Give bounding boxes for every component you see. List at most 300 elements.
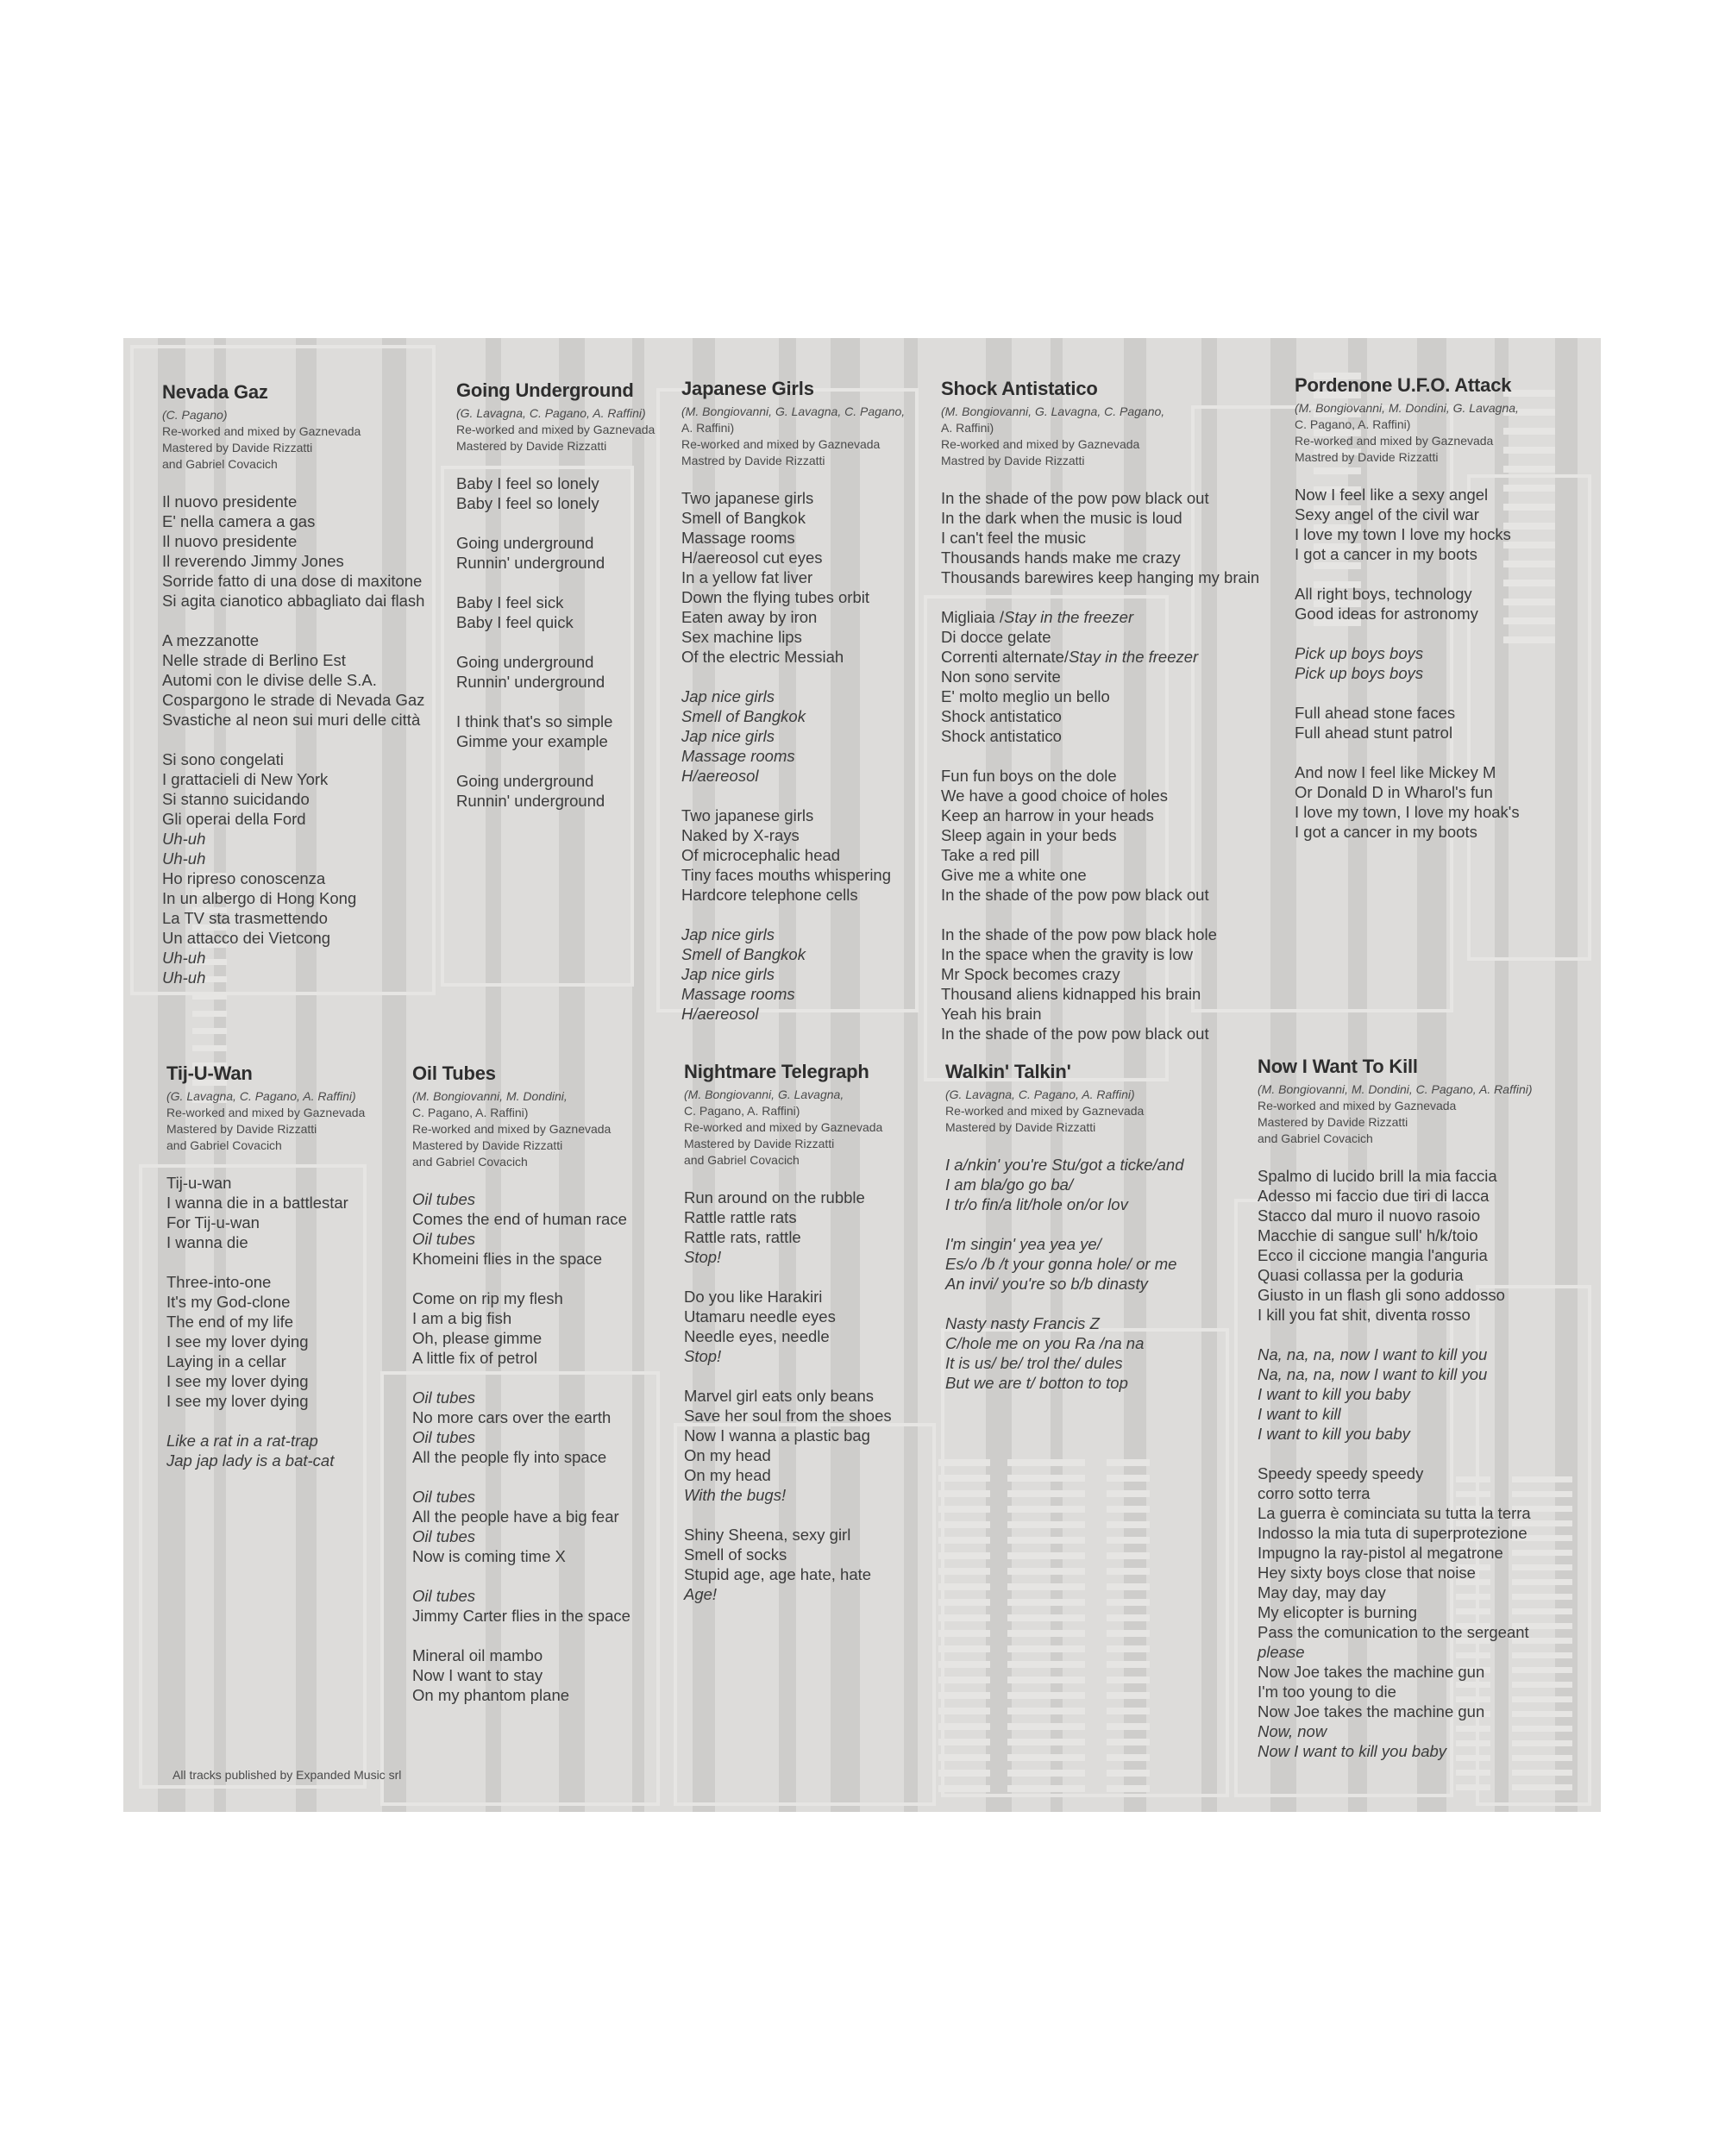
lyric-line: Utamaru needle eyes xyxy=(684,1307,836,1326)
pattern-rung xyxy=(1007,1754,1085,1761)
song-title: Going Underground xyxy=(456,379,634,401)
production-credit: Mastered by Davide Rizzatti xyxy=(684,1137,835,1150)
pattern-rung xyxy=(1512,1784,1572,1790)
lyric-line: La TV sta trasmettendo xyxy=(162,909,328,927)
pattern-rung xyxy=(938,1583,990,1590)
stanza xyxy=(166,1173,365,1252)
lyric-line: Gimme your example xyxy=(456,732,608,750)
production-credit: and Gabriel Covacich xyxy=(1258,1131,1373,1145)
songwriter-credit: (M. Bongiovanni, M. Dondini, C. Pagano, A. Raffini) xyxy=(1258,1082,1533,1096)
stanza xyxy=(456,592,655,632)
songwriter-credit: (M. Bongiovanni, G. Lavagna, xyxy=(684,1087,844,1101)
lyric-line: I am a big fish xyxy=(412,1309,512,1327)
stanza xyxy=(1258,1463,1533,1761)
song-pordenone-ufo-attack xyxy=(1295,374,1520,862)
lyric-line: In the dark when the music is loud xyxy=(941,509,1182,527)
pattern-rung xyxy=(938,1770,990,1777)
pattern-rung xyxy=(938,1521,990,1528)
pattern-rung xyxy=(938,1475,990,1482)
lyric-line: please xyxy=(1258,1643,1305,1661)
lyric-line: Give me a white one xyxy=(941,866,1087,884)
stanza xyxy=(166,1431,365,1470)
songwriter-credit: (C. Pagano) xyxy=(162,408,228,422)
lyric-line: Stop! xyxy=(684,1248,722,1266)
pattern-rung xyxy=(1007,1475,1085,1482)
pattern-band xyxy=(1555,338,1578,1812)
lyric-line: E' nella camera a gas xyxy=(162,512,316,530)
stanza xyxy=(1258,1166,1533,1325)
lyric-line: I grattacieli di New York xyxy=(162,770,329,788)
stanza xyxy=(684,1287,892,1366)
stanza xyxy=(412,1487,630,1566)
lyric-line: Stupid age, age hate, hate xyxy=(684,1565,872,1583)
stanza xyxy=(941,488,1259,587)
pattern-rung xyxy=(938,1599,990,1606)
production-credit: Mastered by Davide Rizzatti xyxy=(1258,1115,1408,1129)
lyric-line: Full ahead stone faces xyxy=(1295,704,1456,722)
lyric-line: Baby I feel quick xyxy=(456,613,574,631)
song-going-underground xyxy=(456,379,655,830)
lyric-line: My elicopter is burning xyxy=(1258,1603,1418,1621)
song-title: Nightmare Telegraph xyxy=(684,1061,869,1082)
pattern-rung xyxy=(938,1739,990,1745)
song-tij-u-wan xyxy=(166,1062,365,1490)
lyric-line: We have a good choice of holes xyxy=(941,787,1168,805)
lyric-line: In the shade of the pow pow black out xyxy=(941,489,1209,507)
lyric-line: Uh-uh xyxy=(162,849,206,868)
stanza xyxy=(166,1272,365,1411)
pattern-rung xyxy=(1007,1645,1085,1652)
pattern-rung xyxy=(938,1677,990,1683)
lyric-line: Or Donald D in Wharol's fun xyxy=(1295,783,1493,801)
songwriter-credit: (M. Bongiovanni, G. Lavagna, C. Pagano, xyxy=(941,404,1165,418)
pattern-rung xyxy=(1007,1785,1085,1792)
lyric-line: Marvel girl eats only beans xyxy=(684,1387,875,1405)
lyric-line: Good ideas for astronomy xyxy=(1295,605,1478,623)
stanza xyxy=(412,1645,630,1705)
pattern-rung xyxy=(1107,1490,1150,1497)
lyric-line: I a/nkin' you're Stu/got a ticke/and xyxy=(945,1156,1184,1174)
production-credit: Re-worked and mixed by Gaznevada xyxy=(681,437,881,451)
lyric-line: I see my lover dying xyxy=(166,1392,309,1410)
lyric-line: Three-into-one xyxy=(166,1273,272,1291)
lyric-line: May day, may day xyxy=(1258,1583,1386,1601)
lyric-line: Thousand aliens kidnapped his brain xyxy=(941,985,1201,1003)
pattern-rung xyxy=(1007,1521,1085,1528)
lyric-line: Now I feel like a sexy angel xyxy=(1295,486,1489,504)
pattern-rung xyxy=(1007,1583,1085,1590)
lyric-line: I'm singin' yea yea ye/ xyxy=(945,1235,1101,1253)
lyric-line: With the bugs! xyxy=(684,1486,787,1504)
lyric-line: H/aereosol cut eyes xyxy=(681,548,823,567)
lyric-line: I'm too young to die xyxy=(1258,1683,1396,1701)
lyric-line: A little fix of petrol xyxy=(412,1349,537,1367)
lyric-line: I got a cancer in my boots xyxy=(1295,823,1477,841)
lyric-line: Nasty nasty Francis Z xyxy=(945,1314,1100,1332)
production-credit: A. Raffini) xyxy=(681,421,735,435)
lyric-line: In the shade of the pow pow black hole xyxy=(941,925,1217,943)
pattern-rung xyxy=(192,1028,227,1034)
pattern-rung xyxy=(1107,1537,1150,1544)
lyric-line: In a yellow fat liver xyxy=(681,568,813,586)
pattern-rung xyxy=(938,1568,990,1575)
song-title: Pordenone U.F.O. Attack xyxy=(1295,374,1512,396)
lyric-line: Il nuovo presidente xyxy=(162,492,298,511)
production-credit: Re-worked and mixed by Gaznevada xyxy=(456,423,656,436)
lyric-line: Jap jap lady is a bat-cat xyxy=(166,1451,335,1470)
lyric-line: An invi/ you're so b/b dinasty xyxy=(945,1275,1148,1293)
lyric-line: Smell of socks xyxy=(684,1545,787,1564)
production-credit: and Gabriel Covacich xyxy=(684,1153,800,1167)
lyric-line: Of microcephalic head xyxy=(681,846,841,864)
songwriter-credit: (M. Bongiovanni, M. Dondini, xyxy=(412,1089,568,1103)
lyric-line: Mineral oil mambo xyxy=(412,1646,543,1664)
pattern-rung xyxy=(1007,1630,1085,1637)
song-title: Walkin' Talkin' xyxy=(945,1061,1071,1082)
lyric-line: Baby I feel so lonely xyxy=(456,494,599,512)
pattern-rung xyxy=(1107,1677,1150,1683)
pattern-rung xyxy=(938,1490,990,1497)
pattern-rung xyxy=(938,1785,990,1792)
lyric-line: Oil tubes xyxy=(412,1230,476,1248)
lyric-line: Smell of Bangkok xyxy=(681,509,806,527)
lyric-line: La guerra è cominciata su tutta la terra xyxy=(1258,1504,1531,1522)
stanza xyxy=(941,607,1259,746)
lyric-line: Baby I feel so lonely xyxy=(456,474,599,492)
lyric-line: On my head xyxy=(684,1466,771,1484)
pattern-rung xyxy=(938,1645,990,1652)
lyric-line: Stacco dal muro il nuovo rasoio xyxy=(1258,1206,1481,1225)
lyric-line: Do you like Harakiri xyxy=(684,1288,823,1306)
pattern-rung xyxy=(192,1011,227,1017)
stanza xyxy=(1295,485,1520,564)
pattern-rung xyxy=(938,1506,990,1513)
pattern-rung xyxy=(1007,1568,1085,1575)
lyric-line: Thousands barewires keep hanging my brain xyxy=(941,568,1260,586)
production-credit: C. Pagano, A. Raffini) xyxy=(684,1104,800,1118)
pattern-rung xyxy=(1107,1599,1150,1606)
lyric-line: Jimmy Carter flies in the space xyxy=(412,1607,630,1625)
song-shock-antistatico xyxy=(941,378,1259,1063)
lyric-line: Keep an harrow in your heads xyxy=(941,806,1154,824)
pattern-rung xyxy=(1107,1692,1150,1699)
lyric-line: Ho ripreso conoscenza xyxy=(162,869,326,887)
stanza xyxy=(456,771,655,811)
lyric-line: Rattle rattle rats xyxy=(684,1208,797,1226)
pattern-rung xyxy=(938,1459,990,1466)
stanza xyxy=(1295,584,1520,624)
lyric-line: I can't feel the music xyxy=(941,529,1087,547)
lyric-line: Automi con le divise delle S.A. xyxy=(162,671,377,689)
stanza xyxy=(456,533,655,573)
lyric-line: Runnin' underground xyxy=(456,554,605,572)
pattern-rung xyxy=(1107,1552,1150,1559)
lyric-line: All the people have a big fear xyxy=(412,1507,619,1526)
lyric-line: For Tij-u-wan xyxy=(166,1213,260,1232)
lyric-line: Na, na, na, now I want to kill you xyxy=(1258,1345,1488,1363)
lyric-line: Now, now xyxy=(1258,1722,1327,1740)
pattern-rung xyxy=(1107,1754,1150,1761)
lyric-line: Oil tubes xyxy=(412,1190,476,1208)
lyric-line: Il nuovo presidente xyxy=(162,532,298,550)
lyric-line: Khomeini flies in the space xyxy=(412,1250,603,1268)
production-credit: Mastred by Davide Rizzatti xyxy=(941,454,1085,467)
lyric-line: I want to kill xyxy=(1258,1405,1341,1423)
lyric-line: It is us/ be/ trol the/ dules xyxy=(945,1354,1123,1372)
lyric-line: I tr/o fin/a lit/hole on/or lov xyxy=(945,1195,1128,1213)
lyric-line: I kill you fat shit, diventa rosso xyxy=(1258,1306,1471,1324)
lyric-text: Migliaia / xyxy=(941,608,1004,626)
lyric-line: Stop! xyxy=(684,1347,722,1365)
pattern-rung xyxy=(1007,1677,1085,1683)
song-nightmare-telegraph xyxy=(684,1061,892,1624)
lyric-line: Massage rooms xyxy=(681,529,795,547)
lyric-line: Oil tubes xyxy=(412,1388,476,1407)
lyric-line: I wanna die in a battlestar xyxy=(166,1194,348,1212)
lyric-line: Non sono servite xyxy=(941,667,1061,686)
lyric-line: Two japanese girls xyxy=(681,806,814,824)
stanza xyxy=(162,749,424,987)
song-walkin-talkin xyxy=(945,1061,1184,1413)
lyric-line: Shock antistatico xyxy=(941,707,1062,725)
lyric-line: Two japanese girls xyxy=(681,489,814,507)
stanza xyxy=(681,686,905,786)
lyric-line: Jap nice girls xyxy=(681,687,775,705)
lyric-line: Down the flying tubes orbit xyxy=(681,588,870,606)
lyric-line: corro sotto terra xyxy=(1258,1484,1371,1502)
production-credit: C. Pagano, A. Raffini) xyxy=(1295,417,1411,431)
lyric-line: Thousands hands make me crazy xyxy=(941,548,1181,567)
stanza xyxy=(412,1388,630,1467)
lyric-italic-text: Stay in the freezer xyxy=(1004,608,1134,626)
lyric-line: Massage rooms xyxy=(681,985,795,1003)
lyric-line xyxy=(941,647,1259,667)
lyric-line: Pick up boys boys xyxy=(1295,644,1424,662)
production-credit: Mastered by Davide Rizzatti xyxy=(166,1122,317,1136)
lyric-line: Cospargono le strade di Nevada Gaz xyxy=(162,691,425,709)
lyric-line: I wanna die xyxy=(166,1233,248,1251)
lyric-line: On my head xyxy=(684,1446,771,1464)
lyric-line: Run around on the rubble xyxy=(684,1188,865,1206)
lyric-line: I see my lover dying xyxy=(166,1332,309,1351)
lyric-line: Baby I feel sick xyxy=(456,593,564,611)
production-credit: Mastred by Davide Rizzatti xyxy=(681,454,825,467)
pattern-rung xyxy=(1107,1459,1150,1466)
lyric-line: I want to kill you baby xyxy=(1258,1425,1410,1443)
pattern-rung xyxy=(1107,1614,1150,1621)
lyric-line: All right boys, technology xyxy=(1295,585,1472,603)
lyric-line: Oil tubes xyxy=(412,1527,476,1545)
lyric-line: Smell of Bangkok xyxy=(681,945,806,963)
lyric-line: And now I feel like Mickey M xyxy=(1295,763,1496,781)
lyric-line: Quasi collassa per la goduria xyxy=(1258,1266,1464,1284)
pattern-rung xyxy=(1107,1506,1150,1513)
lyric-line: Di docce gelate xyxy=(941,628,1051,646)
pattern-rung xyxy=(938,1723,990,1730)
lyric-sheet xyxy=(123,338,1601,1812)
pattern-rung xyxy=(1007,1739,1085,1745)
pattern-rung xyxy=(938,1708,990,1714)
songwriter-credit: (M. Bongiovanni, G. Lavagna, C. Pagano, xyxy=(681,404,906,418)
songwriter-credit: (G. Lavagna, C. Pagano, A. Raffini) xyxy=(945,1087,1135,1101)
lyric-line: Eaten away by iron xyxy=(681,608,818,626)
pattern-rung xyxy=(1107,1521,1150,1528)
stanza xyxy=(1295,643,1520,683)
lyric-line: Rattle rats, rattle xyxy=(684,1228,801,1246)
production-credit: Re-worked and mixed by Gaznevada xyxy=(1295,434,1494,448)
pattern-rung xyxy=(1007,1552,1085,1559)
lyric-line: Full ahead stunt patrol xyxy=(1295,724,1453,742)
lyric-line: Na, na, na, now I want to kill you xyxy=(1258,1365,1488,1383)
lyric-line: Shock antistatico xyxy=(941,727,1062,745)
lyric-line: Now I want to stay xyxy=(412,1666,543,1684)
pattern-rung xyxy=(938,1614,990,1621)
lyric-line: Age! xyxy=(684,1585,718,1603)
pattern-rung xyxy=(938,1661,990,1668)
stanza xyxy=(1295,762,1520,842)
stanza xyxy=(945,1155,1184,1214)
lyric-line: I see my lover dying xyxy=(166,1372,309,1390)
lyric-line: Si stanno suicidando xyxy=(162,790,310,808)
publisher-footer: All tracks published by Expanded Music srl xyxy=(172,1768,402,1782)
lyric-line: Si agita cianotico abbagliato dai flash xyxy=(162,592,425,610)
lyric-line: I am bla/go go ba/ xyxy=(945,1175,1074,1194)
production-credit: Mastered by Davide Rizzatti xyxy=(945,1120,1096,1134)
production-credit: and Gabriel Covacich xyxy=(412,1155,528,1169)
stanza xyxy=(1295,703,1520,743)
song-now-i-want-to-kill xyxy=(1258,1056,1533,1781)
lyric-line: Going underground xyxy=(456,772,594,790)
lyric-line: Oh, please gimme xyxy=(412,1329,543,1347)
lyric-line: Runnin' underground xyxy=(456,673,605,691)
lyric-line: Tij-u-wan xyxy=(166,1174,232,1192)
lyric-line: Pick up boys boys xyxy=(1295,664,1424,682)
song-japanese-girls xyxy=(681,378,905,1044)
lyric-line: Yeah his brain xyxy=(941,1005,1042,1023)
stanza xyxy=(1258,1344,1533,1444)
stanza xyxy=(941,766,1259,905)
stanza xyxy=(456,473,655,513)
lyric-line: Tiny faces mouths whispering xyxy=(681,866,892,884)
pattern-rung xyxy=(1107,1739,1150,1745)
lyric-line: Indosso la mia tuta di superprotezione xyxy=(1258,1524,1527,1542)
lyric-line: Runnin' underground xyxy=(456,792,605,810)
pattern-rung xyxy=(1107,1568,1150,1575)
pattern-rung xyxy=(1456,1784,1490,1790)
stanza xyxy=(945,1313,1184,1393)
pattern-rung xyxy=(1107,1475,1150,1482)
production-credit: Re-worked and mixed by Gaznevada xyxy=(1258,1099,1457,1112)
pattern-rung xyxy=(1107,1583,1150,1590)
lyric-line: No more cars over the earth xyxy=(412,1408,612,1426)
lyric-line: Now is coming time X xyxy=(412,1547,566,1565)
pattern-rung xyxy=(1007,1614,1085,1621)
lyric-line: Now Joe takes the machine gun xyxy=(1258,1663,1485,1681)
lyric-line: Giusto in un flash gli sono addosso xyxy=(1258,1286,1505,1304)
stanza xyxy=(681,805,905,905)
production-credit: Mastred by Davide Rizzatti xyxy=(1295,450,1439,464)
production-credit: Re-worked and mixed by Gaznevada xyxy=(945,1104,1145,1118)
pattern-rung xyxy=(1007,1708,1085,1714)
lyric-line: Save her soul from the shoes xyxy=(684,1407,892,1425)
lyric-line: Ecco il ciccione mangia l'anguria xyxy=(1258,1246,1488,1264)
lyric-line: Mr Spock becomes crazy xyxy=(941,965,1120,983)
lyric-line: All the people fly into space xyxy=(412,1448,607,1466)
stanza xyxy=(941,924,1259,1044)
lyric-line: Es/o /b /t your gonna hole/ or me xyxy=(945,1255,1177,1273)
lyric-line: Macchie di sangue sull' h/k/toio xyxy=(1258,1226,1478,1244)
stanza xyxy=(412,1586,630,1626)
lyric-line: Jap nice girls xyxy=(681,727,775,745)
lyric-line: Adesso mi faccio due tiri di lacca xyxy=(1258,1187,1490,1205)
pattern-rung xyxy=(1007,1537,1085,1544)
stanza xyxy=(684,1525,892,1604)
song-title: Shock Antistatico xyxy=(941,378,1098,399)
lyric-line: Nelle strade di Berlino Est xyxy=(162,651,346,669)
production-credit: Re-worked and mixed by Gaznevada xyxy=(166,1106,366,1119)
lyric-line: Massage rooms xyxy=(681,747,795,765)
lyric-line: Take a red pill xyxy=(941,846,1040,864)
lyric-line: Sleep again in your beds xyxy=(941,826,1117,844)
pattern-rung xyxy=(938,1552,990,1559)
songwriter-credit: (M. Bongiovanni, M. Dondini, G. Lavagna, xyxy=(1295,401,1519,415)
lyric-line: In un albergo di Hong Kong xyxy=(162,889,357,907)
production-credit: Mastered by Davide Rizzatti xyxy=(456,439,607,453)
pattern-rung xyxy=(1007,1770,1085,1777)
song-title: Nevada Gaz xyxy=(162,381,268,403)
pattern-rung xyxy=(1007,1490,1085,1497)
lyric-line: Sorride fatto di una dose di maxitone xyxy=(162,572,423,590)
lyric-line: I got a cancer in my boots xyxy=(1295,545,1477,563)
pattern-rung xyxy=(1007,1661,1085,1668)
lyric-line: Uh-uh xyxy=(162,968,206,987)
pattern-rung xyxy=(1007,1506,1085,1513)
pattern-rung xyxy=(938,1537,990,1544)
lyric-line: Si sono congelati xyxy=(162,750,284,768)
lyric-line: The end of my life xyxy=(166,1313,294,1331)
production-credit: C. Pagano, A. Raffini) xyxy=(412,1106,529,1119)
lyric-line: Speedy speedy speedy xyxy=(1258,1464,1424,1482)
lyric-line: Now I wanna a plastic bag xyxy=(684,1426,870,1445)
lyric-line: Of the electric Messiah xyxy=(681,648,844,666)
lyric-line: Pass the comunication to the sergeant xyxy=(1258,1623,1529,1641)
lyric-line: Jap nice girls xyxy=(681,965,775,983)
pattern-rung xyxy=(1007,1723,1085,1730)
song-oil-tubes xyxy=(412,1062,630,1725)
lyric-line: I want to kill you baby xyxy=(1258,1385,1410,1403)
lyric-line: In the shade of the pow pow black out xyxy=(941,1025,1209,1043)
lyric-line: On my phantom plane xyxy=(412,1686,570,1704)
pattern-rung xyxy=(1007,1599,1085,1606)
lyric-line: Sex machine lips xyxy=(681,628,802,646)
lyric-line: In the shade of the pow pow black out xyxy=(941,886,1209,904)
stanza xyxy=(162,630,424,730)
lyric-line: Spalmo di lucido brill la mia faccia xyxy=(1258,1167,1497,1185)
stanza xyxy=(684,1386,892,1505)
lyric-line: But we are t/ botton to top xyxy=(945,1374,1128,1392)
lyric-line: In the space when the gravity is low xyxy=(941,945,1194,963)
lyric-line: I love my town I love my hocks xyxy=(1295,525,1511,543)
production-credit: Re-worked and mixed by Gaznevada xyxy=(162,424,361,438)
lyric-line: H/aereosol xyxy=(681,1005,759,1023)
lyric-line: Like a rat in a rat-trap xyxy=(166,1432,318,1450)
lyric-line: Now Joe takes the machine gun xyxy=(1258,1702,1485,1720)
pattern-rung xyxy=(1107,1645,1150,1652)
stanza xyxy=(456,652,655,692)
pattern-rung xyxy=(1107,1723,1150,1730)
lyric-line xyxy=(941,607,1259,627)
lyric-line: I love my town, I love my hoak's xyxy=(1295,803,1520,821)
